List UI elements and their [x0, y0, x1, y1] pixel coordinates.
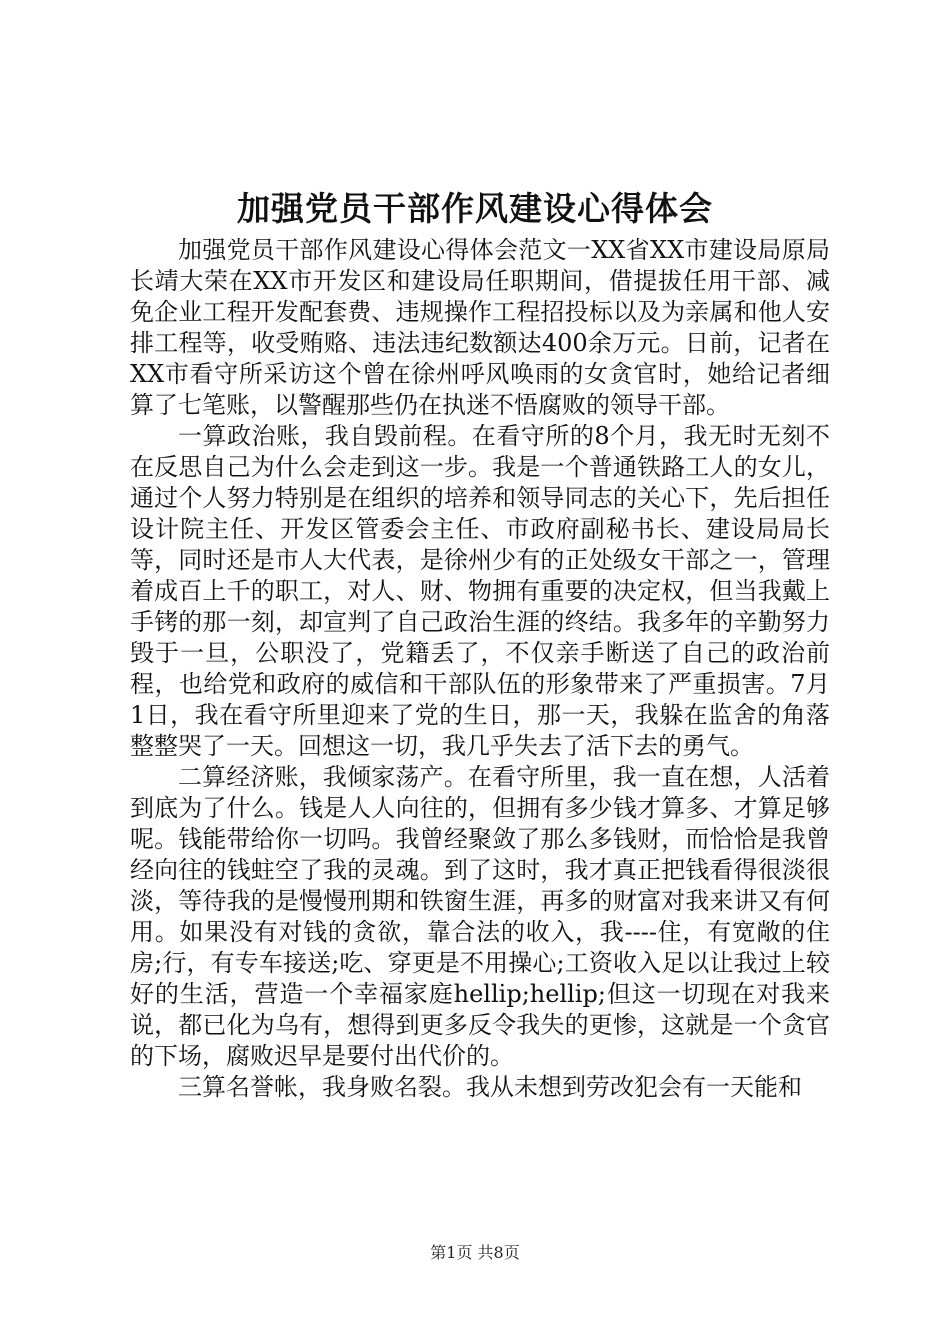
- paragraph-intro: 加强党员干部作风建设心得体会范文一XX省XX市建设局原局长靖大荣在XX市开发区和建设局任职期间，借提拔任用干部、减免企业工程开发配套费、违规操作工程招投标以及为亲属和他人安排工程等，收受贿赂、违法违纪数额达400余万元。日前，记者在XX市看守所采访这个曾在徐州呼风唤雨的女贪官时，她给记者细算了七笔账，以警醒那些仍在执迷不悟腐败的领导干部。: [130, 236, 830, 419]
- page-number-footer: 第1页 共8页: [430, 1243, 520, 1262]
- paragraph-political-account: 一算政治账，我自毁前程。在看守所的8个月，我无时无刻不在反思自己为什么会走到这一步。我是一个普通铁路工人的女儿，通过个人努力特别是在组织的培养和领导同志的关心下，先后担任设计院主任、开发区管委会主任、市政府副秘书长、建设局局长等，同时还是市人大代表，是徐州少有的正处级女干部之一，管理着成百上千的职工，对人、财、物拥有重要的决定权，但当我戴上手铐的那一刻，却宣判了自己政治生涯的终结。我多年的辛勤努力毁于一旦，公职没了，党籍丢了，不仅亲手断送了自己的政治前程，也给党和政府的威信和干部队伍的形象带来了严重损害。7月1日，我在看守所里迎来了党的生日，那一天，我躲在监舍的角落整整哭了一天。回想这一切，我几乎失去了活下去的勇气。: [130, 422, 830, 760]
- paragraph-reputation-account: 三算名誉帐，我身败名裂。我从未想到劳改犯会有一天能和: [178, 1073, 802, 1101]
- paragraph-economic-account: 二算经济账，我倾家荡产。在看守所里，我一直在想，人活着到底为了什么。钱是人人向往的，但拥有多少钱才算多、才算足够呢。钱能带给你一切吗。我曾经聚敛了那么多钱财，而恰恰是我曾经向往的钱蛀空了我的灵魂。到了这时，我才真正把钱看得很淡很淡，等待我的是慢慢刑期和铁窗生涯，再多的财富对我来讲又有何用。如果没有对钱的贪欲，靠合法的收入，我----住，有宽敞的住房;行，有专车接送;吃、穿更是不用操心;工资收入足以让我过上较好的生活，营造一个幸福家庭hellip;hellip;但这一切现在对我来说，都已化为乌有，想得到更多反令我失的更惨，这就是一个贪官的下场，腐败迟早是要付出代价的。: [130, 763, 830, 1070]
- document-title: 加强党员干部作风建设心得体会: [237, 189, 713, 228]
- document-body: [130, 235, 830, 1103]
